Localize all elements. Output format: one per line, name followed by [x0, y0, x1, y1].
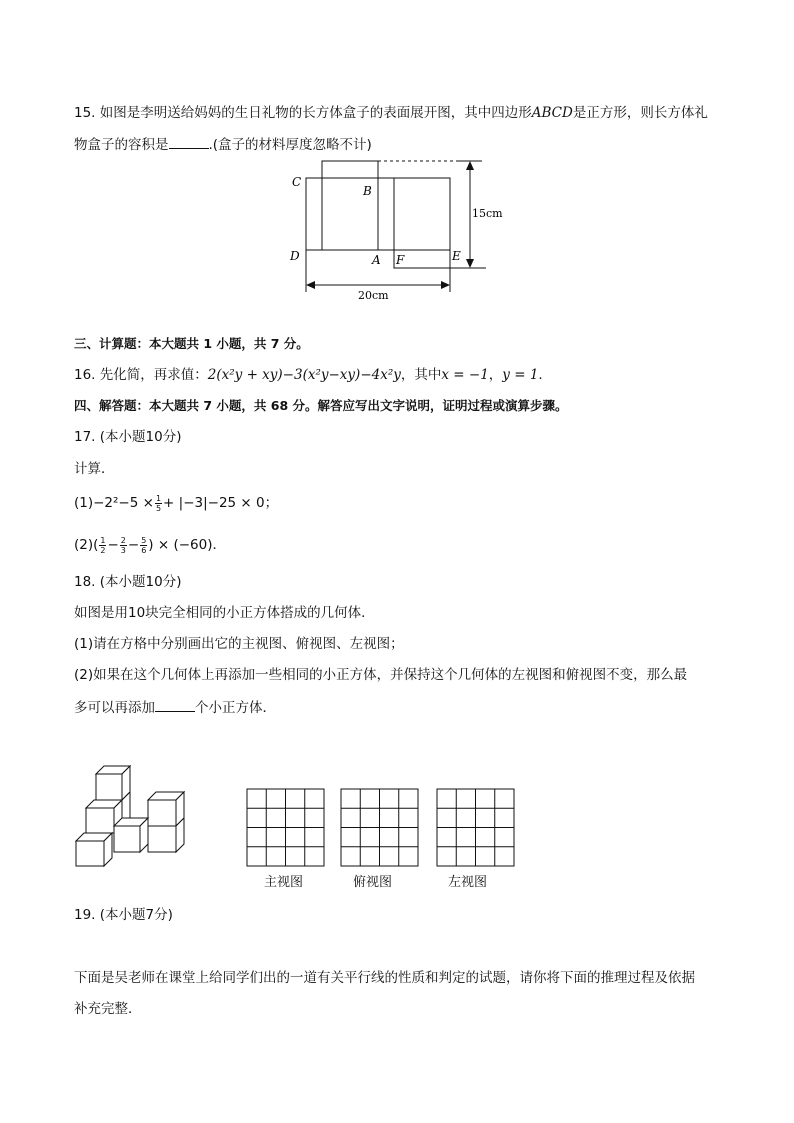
arrow-down-icon — [466, 259, 474, 268]
q15-line2: 物盒子的容积是 .(盒子的材料厚度忽略不计) — [74, 134, 372, 155]
net-face-side — [378, 178, 394, 250]
q17-heading: 17. (本小题10分) — [74, 429, 182, 445]
label-front-view: 主视图 — [264, 875, 304, 890]
q17-task: 计算． — [74, 461, 115, 477]
section3-heading: 三、计算题：本大题共 1 小题，共 7 分。 — [74, 336, 309, 351]
label-F: F — [396, 253, 405, 267]
label-height: 15cm — [472, 207, 503, 220]
q18-part2: (2)如果在这个几何体上再添加一些相同的小正方体，并保持这个几何体的左视图和俯视图不变，那么最 — [74, 667, 688, 683]
fraction-5-6: $\frac{5}{6}$ — [141, 535, 147, 555]
answer-blank-15[interactable] — [169, 134, 209, 149]
q19-heading: 19. (本小题7分) — [74, 907, 173, 923]
q15-line1: 15. 如图是李明送给妈妈的生日礼物的长方体盒子的表面展开图，其中四边形ABCD是正方形，则长方体礼 — [74, 105, 708, 121]
net-face-right — [394, 178, 450, 250]
answer-blank-18[interactable] — [155, 697, 195, 712]
box-net-figure — [280, 150, 510, 305]
fraction-1-5: $\frac{1}{5}$ — [155, 493, 162, 513]
arrow-right-icon — [441, 281, 450, 289]
cube-solid-figure — [70, 758, 195, 870]
grid-front-view[interactable] — [247, 789, 324, 866]
q19-text1: 下面是吴老师在课堂上给同学们出的一道有关平行线的性质和判定的试题，请你将下面的推理过程及依据 — [74, 970, 695, 986]
label-C: C — [292, 175, 302, 189]
q18-part2-cont: 多可以再添加 个小正方体． — [74, 697, 276, 718]
q19-text2: 补充完整． — [74, 1001, 142, 1017]
q17-part1: (1)−2²−5 × $\frac{1}{5}$ + |−3|−25 × 0； — [74, 493, 279, 513]
q17-part2: (2)( $\frac{1}{2}$ − $\frac{2}{3}$ − $\frac{5}{6}$ ) × (−60)． — [74, 535, 226, 555]
section4-heading: 四、解答题：本大题共 7 小题，共 68 分。解答应写出文字说明，证明过程或演算步骤。 — [74, 398, 568, 413]
q18-heading: 18. (本小题10分) — [74, 574, 182, 590]
label-B: B — [363, 184, 372, 198]
grid-top-view[interactable] — [341, 789, 418, 866]
view-grids — [246, 788, 518, 868]
fraction-2-3: $\frac{2}{3}$ — [120, 535, 126, 555]
q16-expression: 2(x²y + xy)−3(x²y−xy)−4x²y — [207, 367, 401, 383]
q18-part1: (1)请在方格中分别画出它的主视图、俯视图、左视图； — [74, 636, 404, 652]
arrow-up-icon — [466, 161, 474, 170]
q18-intro: 如图是用10块完全相同的小正方体搭成的几何体． — [74, 605, 375, 621]
grid-left-view[interactable] — [437, 789, 514, 866]
quad-label: ABCD — [531, 105, 573, 121]
fraction-1-2: $\frac{1}{2}$ — [100, 535, 106, 555]
label-top-view: 俯视图 — [353, 875, 393, 890]
net-face-top — [322, 161, 378, 178]
label-D: D — [290, 249, 300, 263]
label-E: E — [452, 249, 461, 263]
label-width: 20cm — [358, 289, 389, 302]
label-A: A — [372, 253, 381, 267]
q16-line: 16. 先化简，再求值：2(x²y + xy)−3(x²y−xy)−4x²y，其中x = −1，y = 1. — [74, 367, 543, 383]
net-face-left-strip — [306, 178, 322, 250]
arrow-left-icon — [306, 281, 315, 289]
label-left-view: 左视图 — [448, 875, 488, 890]
